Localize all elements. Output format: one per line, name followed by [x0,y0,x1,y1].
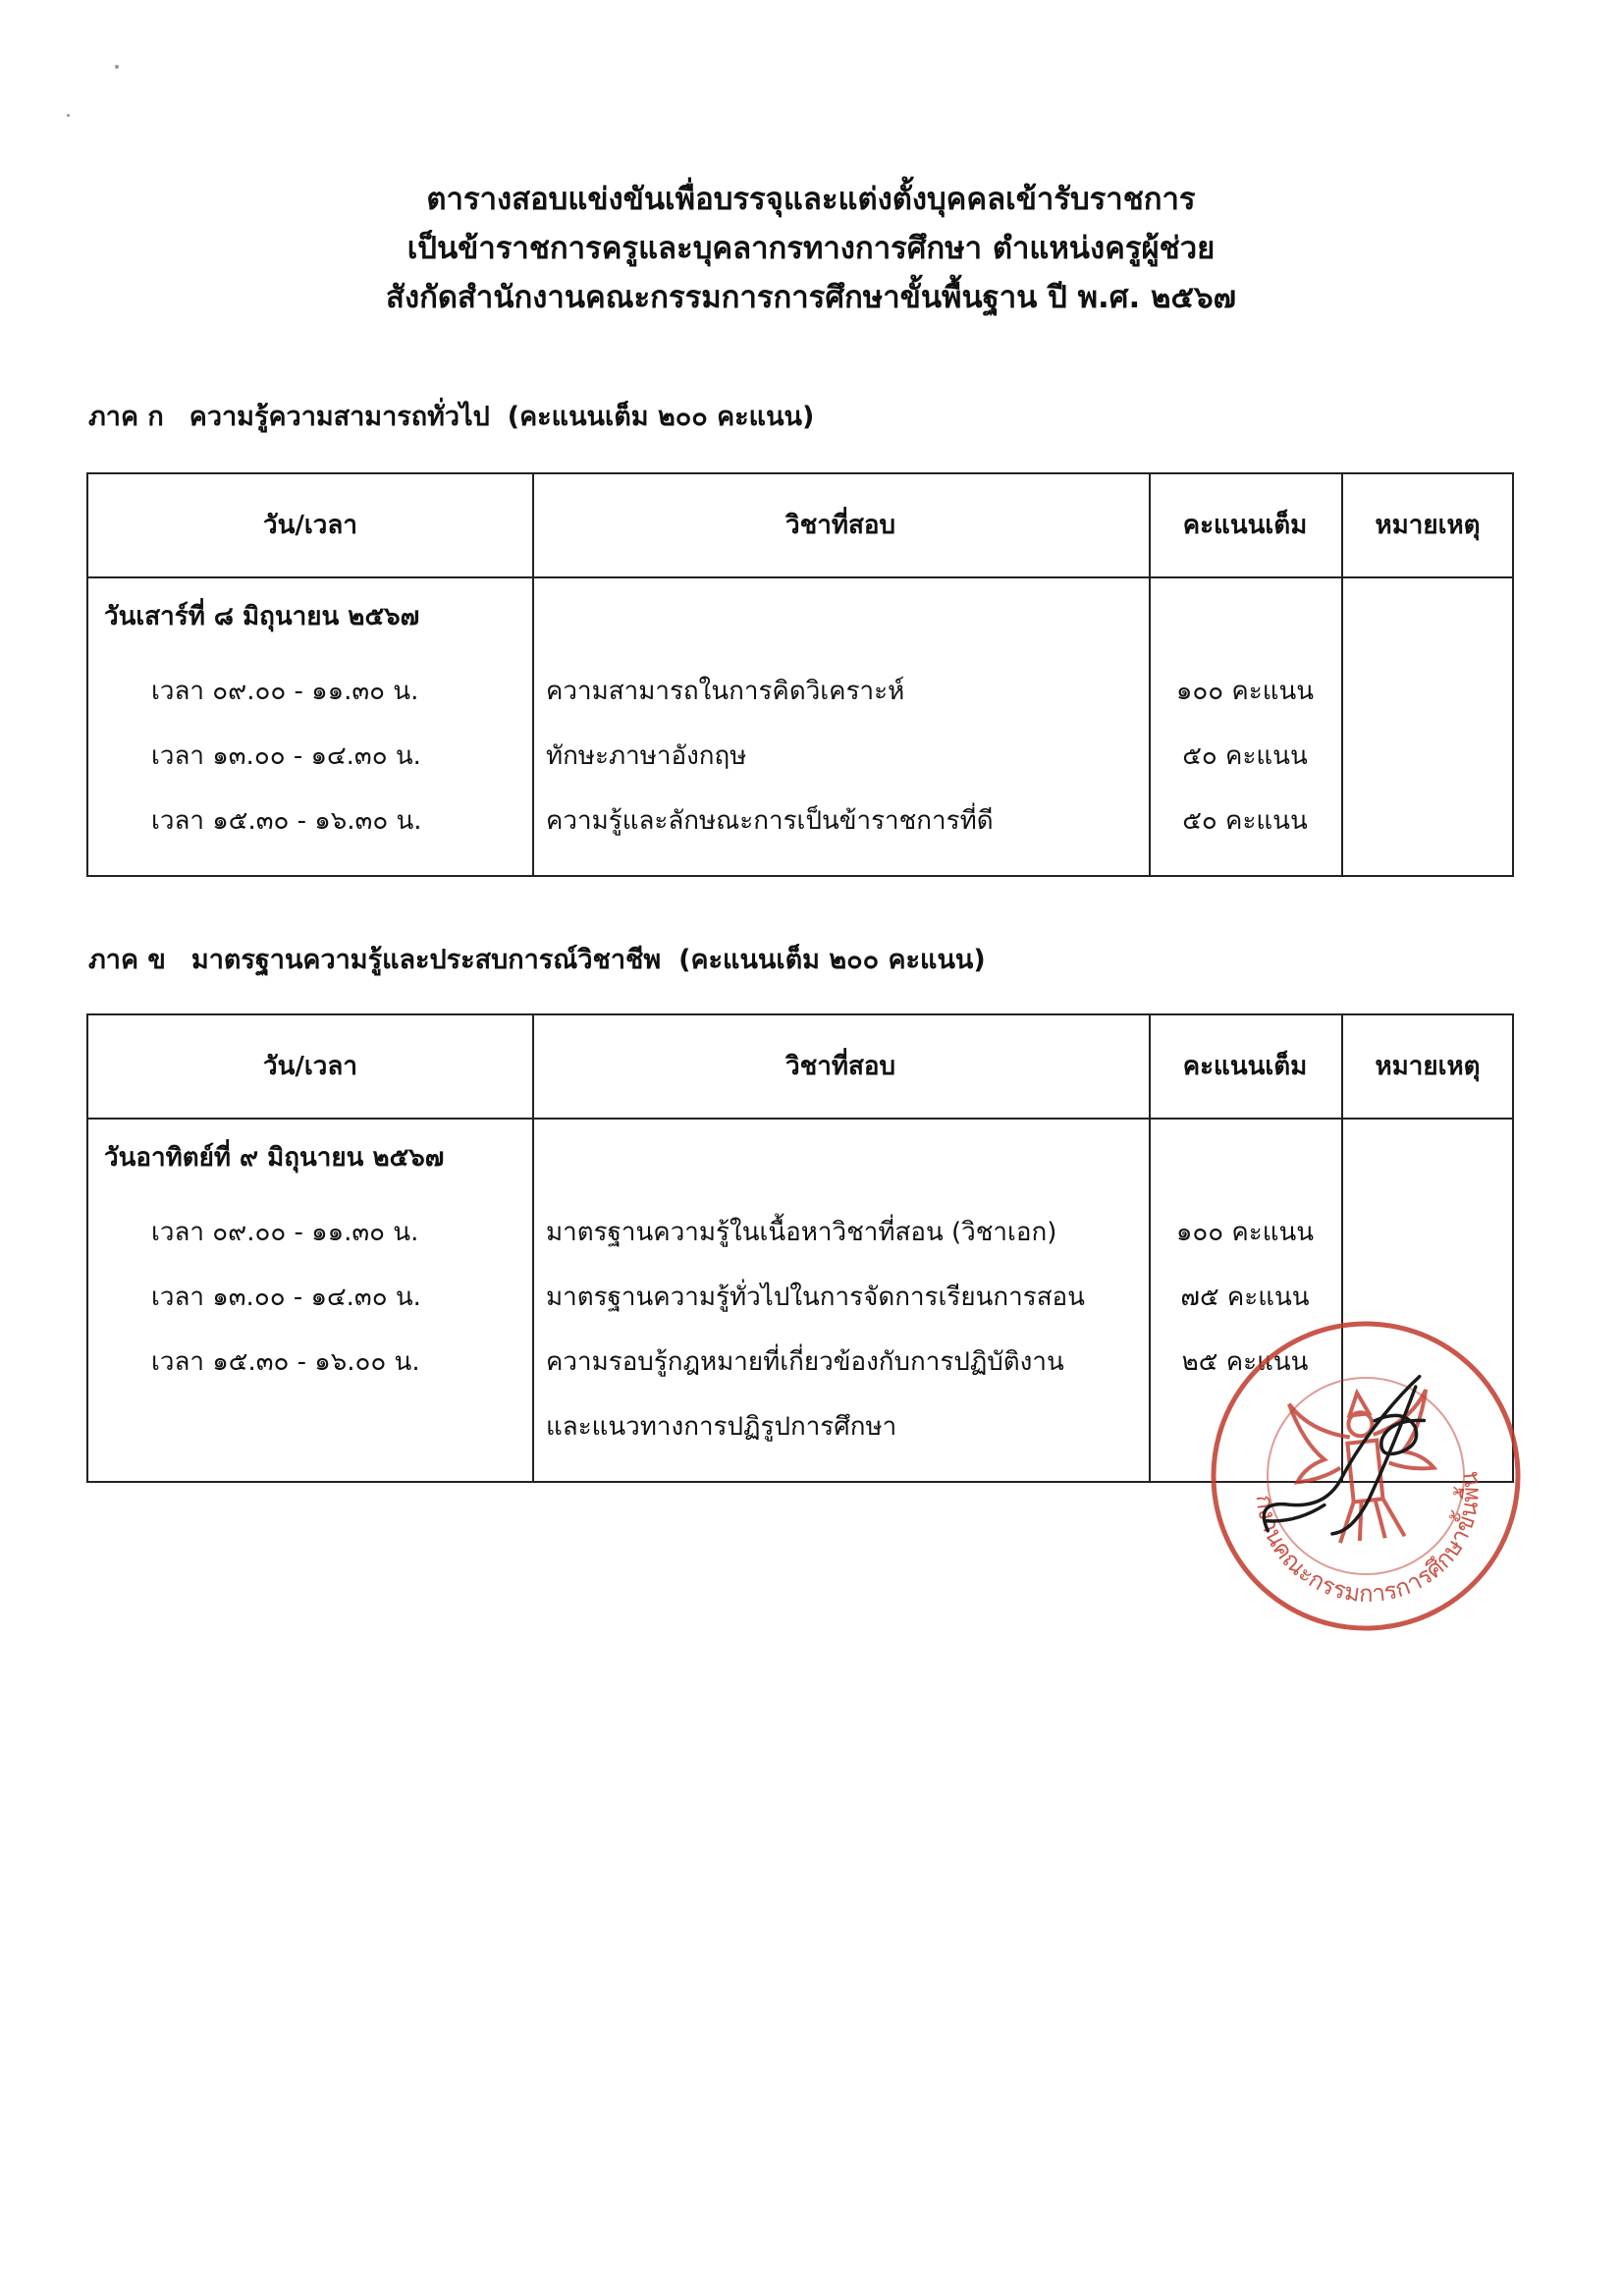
table-row [88,736,1512,800]
scan-speck [115,65,119,69]
title-line-3: สังกัดสำนักงานคณะกรรมการการศึกษาขั้นพื้นฐาน ปี พ.ศ. ๒๕๖๗ [386,280,1236,315]
exam-score: ๕๐ คะแนน [1182,806,1308,836]
document-title [0,175,1622,322]
header-subject: วิชาที่สอบ [785,1052,895,1081]
exam-score: ๕๐ คะแนน [1182,741,1308,771]
exam-subject: ความรอบรู้กฎหมายที่เกี่ยวข้องกับการปฏิบัติงาน [546,1347,1064,1377]
exam-subject-continuation: และแนวทางการปฏิรูปการศึกษา [546,1412,897,1442]
header-note: หมายเหตุ [1375,511,1481,540]
table-row [88,1212,1512,1277]
exam-subject: ความรู้และลักษณะการเป็นข้าราชการที่ดี [546,806,994,836]
exam-time: เวลา ๑๓.๐๐ - ๑๔.๓๐ น. [151,1283,421,1312]
exam-time: เวลา ๑๕.๓๐ - ๑๖.๐๐ น. [151,1347,420,1377]
header-date-time: วัน/เวลา [263,1052,357,1081]
section-name: มาตรฐานความรู้และประสบการณ์วิชาชีพ [190,945,662,975]
exam-score: ๑๐๐ คะแนน [1175,677,1315,706]
header-full-score: คะแนนเต็ม [1182,511,1308,540]
table-row [88,671,1512,736]
exam-day: วันอาทิตย์ที่ ๙ มิถุนายน ๒๕๖๗ [104,1143,445,1173]
exam-score: ๗๕ คะแนน [1180,1283,1310,1312]
section-score-note: (คะแนนเต็ม ๒๐๐ คะแนน) [507,402,815,432]
header-full-score: คะแนนเต็ม [1182,1052,1308,1081]
exam-time: เวลา ๐๙.๐๐ - ๑๑.๓๐ น. [151,1218,419,1247]
official-seal [1188,1298,1544,1655]
exam-time: เวลา ๑๓.๐๐ - ๑๔.๓๐ น. [151,741,421,771]
section-part: ภาค ข [88,945,166,975]
header-date-time: วัน/เวลา [263,511,357,540]
title-line-2: เป็นข้าราชการครูและบุคลากรทางการศึกษา ตำแหน่งครูผู้ช่วย [406,231,1216,266]
section-name: ความรู้ความสามารถทั่วไป [189,402,490,432]
title-line-1: ตารางสอบแข่งขันเพื่อบรรจุและแต่งตั้งบุคคลเข้ารับราชการ [426,182,1196,217]
scan-speck [67,114,70,117]
exam-subject: มาตรฐานความรู้ทั่วไปในการจัดการเรียนการสอน [546,1283,1085,1312]
svg-text:สำนักงานคณะกรรมการการศึกษาขั้น: สำนักงานคณะกรรมการการศึกษาขั้นพื้นฐาน [1187,1308,1485,1608]
garuda-emblem-icon [1288,1386,1440,1547]
exam-subject: ทักษะภาษาอังกฤษ [546,741,747,771]
exam-score: ๑๐๐ คะแนน [1175,1218,1315,1247]
section-heading-part-b [88,938,986,980]
section-score-note: (คะแนนเต็ม ๒๐๐ คะแนน) [678,945,986,975]
exam-day: วันเสาร์ที่ ๘ มิถุนายน ๒๕๖๗ [104,602,420,631]
table-row [88,800,1512,865]
header-subject: วิชาที่สอบ [785,511,895,540]
exam-score: ๒๕ คะแนน [1181,1347,1309,1377]
header-note: หมายเหตุ [1375,1052,1481,1081]
section-heading-part-a [88,395,814,437]
exam-time: เวลา ๐๙.๐๐ - ๑๑.๓๐ น. [151,677,419,706]
exam-subject: มาตรฐานความรู้ในเนื้อหาวิชาที่สอน (วิชาเอก) [546,1218,1057,1247]
exam-table-part-a [86,472,1514,877]
section-part: ภาค ก [88,402,164,432]
exam-time: เวลา ๑๕.๓๐ - ๑๖.๓๐ น. [151,806,422,836]
seal-graphic [1188,1298,1544,1655]
exam-subject: ความสามารถในการคิดวิเคราะห์ [546,677,905,706]
